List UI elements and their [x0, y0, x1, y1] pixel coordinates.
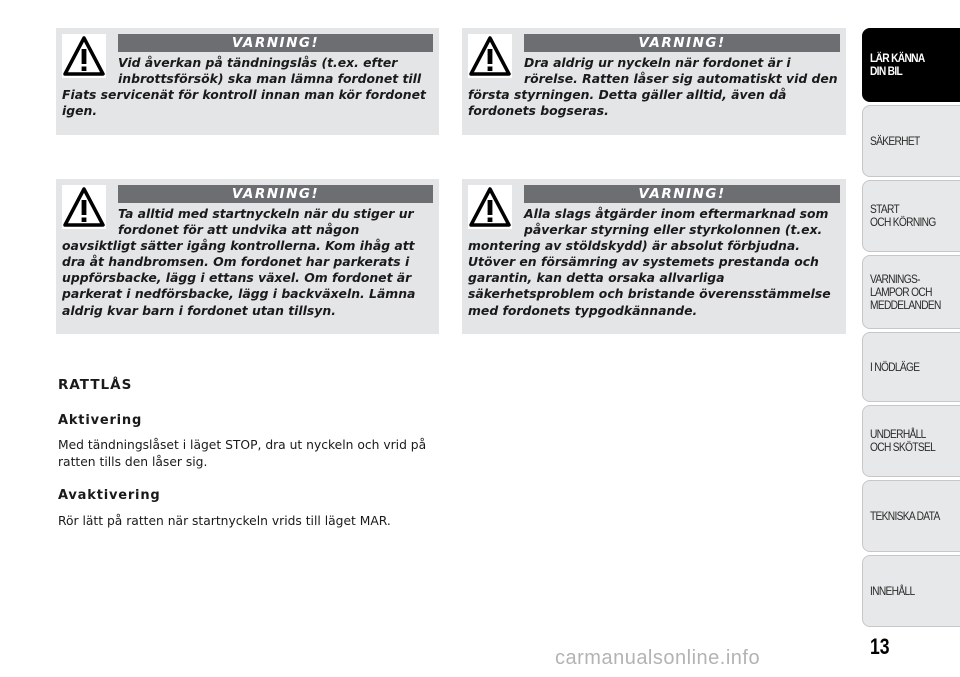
tab-tekniska-data[interactable] [862, 480, 960, 552]
warning-title: VARNING! [524, 185, 840, 203]
tab-label: UNDERHÅLL OCH SKÖTSEL [870, 427, 936, 454]
tab-label: START OCH KÖRNING [870, 202, 936, 229]
tab-label: INNEHÅLL [870, 583, 915, 598]
warning-text: Alla slags åtgärder inom eftermarknad som påverkar styrning eller styrkolonnen (t.ex. montering av stöldskydd) är absolut förbjudna. Utöver en försämring av systemets prestanda och garantin, kan detta orsaka allvarliga säkerhetsproblem och bristande överensstämmelse med fordonets typgodkännande. [468, 206, 831, 318]
activation-heading: Aktivering [58, 413, 143, 428]
deactivation-text: Rör lätt på ratten när startnyckeln vrids till läget MAR. [58, 514, 391, 528]
warning-title: VARNING! [118, 185, 433, 203]
warning-title: VARNING! [524, 34, 840, 52]
tab-start-och-korning[interactable] [862, 180, 960, 252]
warning-text: Vid åverkan på tändningslås (t.ex. efter inbrottsförsök) ska man lämna fordonet till Fiats servicenät för kontroll innan man kör fordonet igen. [62, 55, 426, 119]
tab-lar-kanna-din-bil[interactable] [862, 28, 960, 102]
warning-box-2 [462, 28, 846, 135]
warning-title: VARNING! [118, 34, 433, 52]
warning-text: Ta alltid med startnyckeln när du stiger ur fordonet för att undvika att någon oavsiktligt sätter igång kontrollerna. Kom ihåg att dra åt handbromsen. Om fordonet har parkerats i uppförsbacke, lägg i ettans växel. Om fordonet är parkerat i nedförsbacke, lägg i backväxeln. Lämna aldrig kvar barn i fordonet utan tillsyn. [62, 206, 416, 318]
tab-label: TEKNISKA DATA [870, 508, 940, 523]
tab-i-nodlage[interactable] [862, 332, 960, 402]
tab-varningslampor[interactable] [862, 255, 960, 329]
deactivation-heading: Avaktivering [58, 488, 161, 503]
tab-sakerhet[interactable] [862, 105, 960, 177]
page-number: 13 [870, 634, 890, 659]
section-title: RATTLÅS [58, 377, 133, 393]
tab-label: SÄKERHET [870, 133, 920, 148]
tab-label: VARNINGS- LAMPOR OCH MEDDELANDEN [870, 271, 941, 312]
warning-text: Dra aldrig ur nyckeln när fordonet är i rörelse. Ratten låser sig automatiskt vid den första styrningen. Detta gäller alltid, även då fordonets bogseras. [468, 55, 838, 119]
tab-label: I NÖDLÄGE [870, 359, 920, 374]
tab-innehall[interactable] [862, 555, 960, 627]
tab-label: LÄR KÄNNA DIN BIL [870, 51, 925, 78]
warning-box-1 [56, 28, 439, 135]
warning-box-4 [462, 179, 846, 334]
activation-text: Med tändningslåset i läget STOP, dra ut nyckeln och vrid på ratten tills den låser sig. [58, 438, 427, 469]
watermark: carmanualsonline.info [555, 647, 761, 669]
warning-box-3 [56, 179, 439, 334]
tab-underhall-och-skotsel[interactable] [862, 405, 960, 477]
